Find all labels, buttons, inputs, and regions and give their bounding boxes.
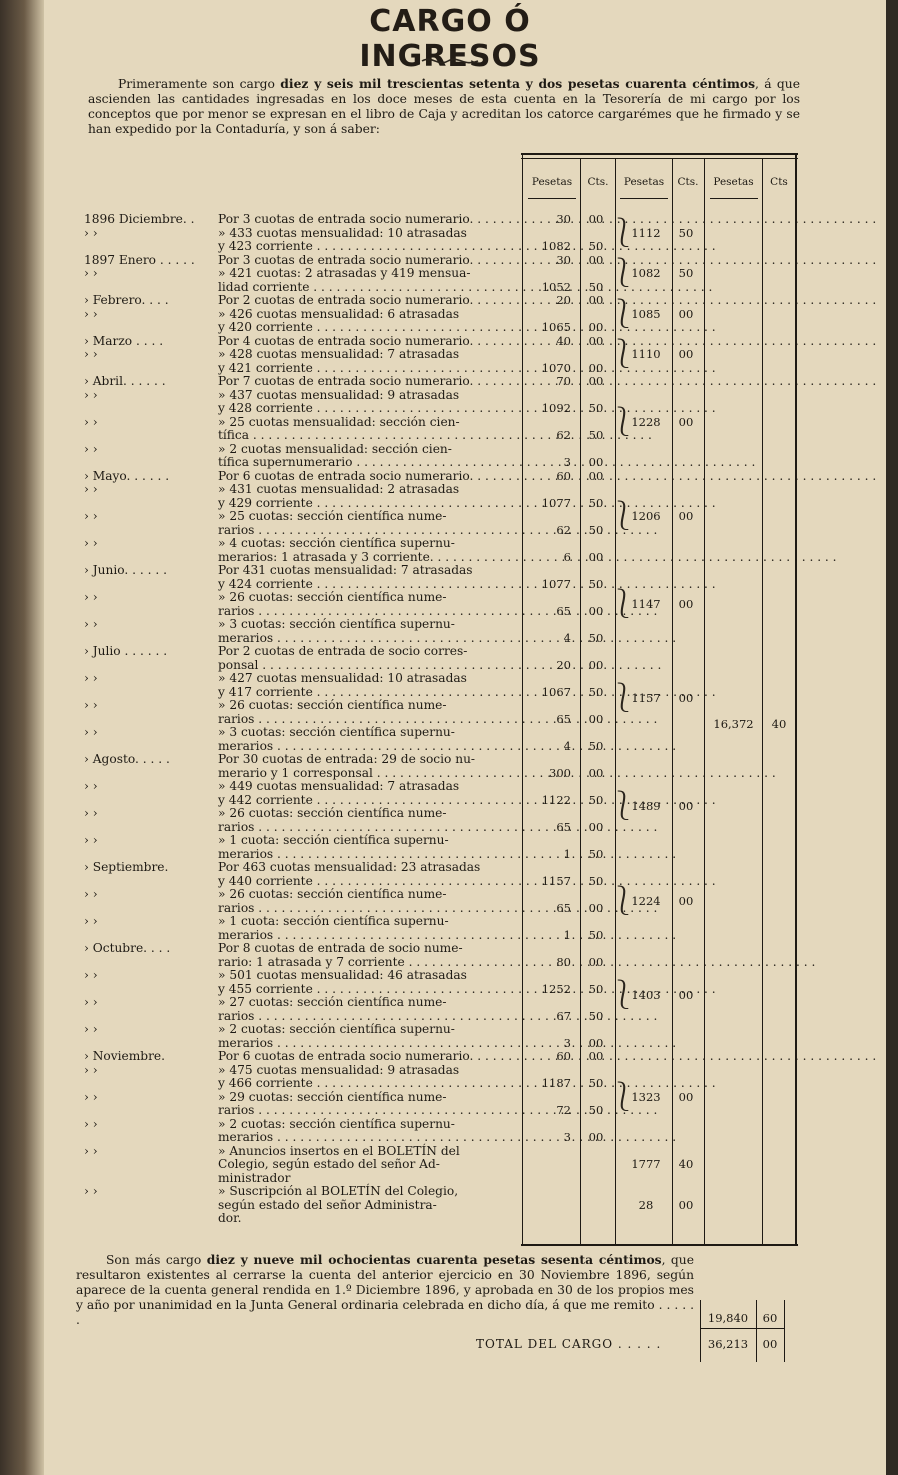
row-cts: 50 (588, 239, 604, 253)
row-cts: 50 (588, 496, 604, 510)
row-description: » 26 cuotas: sección científica nume- (218, 887, 447, 901)
row-pesetas: 1187 (541, 1076, 571, 1090)
footer-rule-left (700, 1300, 701, 1362)
row-date: › › (84, 1063, 98, 1077)
grand-cts: 40 (771, 717, 787, 731)
row-description: » 3 cuotas: sección científica supernu- (218, 617, 455, 631)
row-description: » Anuncios insertos en el BOLETÍN del (218, 1144, 460, 1158)
total-pesetas: 36,213 (707, 1337, 749, 1351)
row-cts: 50 (588, 280, 604, 294)
row-cts: 50 (588, 793, 604, 807)
row-pesetas: 1092 (541, 401, 571, 415)
table-bottom-rule (521, 1244, 798, 1246)
row-cts: 50 (588, 847, 604, 861)
month-total-cts: 40 (678, 1157, 694, 1171)
row-pesetas: 300 (549, 766, 571, 780)
row-description: Por 2 cuotas de entrada socio numerario. . . . (218, 294, 524, 307)
total-label: TOTAL DEL CARGO . . . (476, 1337, 661, 1351)
row-description: » 3 cuotas: sección científica supernu- (218, 725, 455, 739)
row-description: » 427 cuotas mensualidad: 10 atrasadas (218, 671, 467, 685)
row-pesetas: 1077 (541, 577, 571, 591)
row-description: » 437 cuotas mensualidad: 9 atrasadas (218, 388, 460, 402)
group-brace: ⎱ (609, 978, 638, 1011)
row-description: Por 431 cuotas mensualidad: 7 atrasadas (218, 563, 473, 577)
month-total-pesetas: 1110 (631, 347, 661, 361)
row-description: merario y 1 corresponsal . . . (218, 767, 524, 780)
month-total-cts: 00 (678, 799, 694, 813)
book-gutter (0, 0, 44, 1475)
row-date: › › (84, 388, 98, 402)
row-cts: 00 (588, 1049, 604, 1063)
row-pesetas: 3 (563, 455, 571, 469)
row-cts: 50 (588, 928, 604, 942)
row-description: » 1 cuota: sección científica supernu- (218, 833, 449, 847)
row-description: » 27 cuotas: sección científica nume- (218, 995, 447, 1009)
group-brace: ⎱ (609, 499, 638, 532)
row-description: Por 6 cuotas de entrada socio numerario. . . . (218, 1050, 524, 1063)
footer-pesetas: 19,840 (707, 1311, 749, 1325)
row-description: Por 30 cuotas de entrada: 29 de socio nu- (218, 752, 476, 766)
row-pesetas: 60 (556, 1049, 571, 1063)
header-underline-2 (620, 198, 668, 199)
row-pesetas: 3 (563, 1130, 571, 1144)
row-date: › › (84, 725, 98, 739)
row-cts: 00 (588, 320, 604, 334)
row-date: › Mayo. . . . . . (84, 469, 170, 483)
row-description: y 417 corriente . . . (218, 686, 524, 699)
col-rule-5 (762, 158, 763, 1245)
row-description: rarios . . . (218, 1010, 524, 1023)
row-description: rarios . . . (218, 605, 524, 618)
row-date: › › (84, 536, 98, 550)
row-description: dor. (218, 1211, 242, 1225)
row-description: merarios . . . (218, 740, 524, 753)
row-description: » Suscripción al BOLETÍN del Colegio, (218, 1184, 459, 1198)
row-date: › › (84, 347, 98, 361)
row-cts: 50 (588, 428, 604, 442)
row-description: lidad corriente . . . (218, 281, 524, 294)
row-description: » 25 cuotas mensualidad: sección cien- (218, 415, 460, 429)
row-description: Por 6 cuotas de entrada socio numerario. . . . (218, 470, 524, 483)
row-date: › › (84, 806, 98, 820)
row-pesetas: 62 (556, 523, 571, 537)
row-cts: 00 (588, 820, 604, 834)
month-total-pesetas: 1323 (631, 1090, 661, 1104)
row-date: › › (84, 968, 98, 982)
month-total-cts: 00 (678, 597, 694, 611)
row-pesetas: 1 (563, 847, 571, 861)
row-cts: 00 (588, 604, 604, 618)
row-description: rarios . . . (218, 902, 524, 915)
row-pesetas: 1052 (541, 280, 571, 294)
footer-text: , que resultaron existentes al cerrarse la cuenta del anterior ejercicio en 30 Noviembre 1896, según aparece de la cuenta general rendida en 1.º Diciembre 1896, y aprobada en 30 de los propios mes y año por unanimidad en la Junta General ordinaria celebrada en dicho día, á que me remito (76, 1253, 695, 1312)
row-cts: 00 (588, 361, 604, 375)
row-date: › Octubre. . . . (84, 941, 171, 955)
row-description: Por 3 cuotas de entrada socio numerario. . . . (218, 213, 524, 226)
row-description: Por 8 cuotas de entrada de socio nume- (218, 941, 463, 955)
row-cts: 50 (588, 401, 604, 415)
group-brace: ⎱ (609, 789, 638, 822)
row-pesetas: 65 (556, 901, 571, 915)
row-date: › › (84, 887, 98, 901)
row-description: rarios . . . (218, 821, 524, 834)
row-date: 1897 Enero . . . . . (84, 253, 195, 267)
row-pesetas: 1082 (541, 239, 571, 253)
month-total-cts: 50 (678, 226, 694, 240)
row-pesetas: 62 (556, 428, 571, 442)
row-pesetas: 30 (556, 253, 571, 267)
row-description: y 455 corriente . . . (218, 983, 524, 996)
month-total-pesetas: 1147 (631, 597, 661, 611)
row-description: » 433 cuotas mensualidad: 10 atrasadas (218, 226, 467, 240)
grand-pesetas: 16,372 (713, 717, 754, 731)
row-description: tífica supernumerario . . . (218, 456, 524, 469)
row-pesetas: 70 (556, 374, 571, 388)
row-description: » 426 cuotas mensualidad: 6 atrasadas (218, 307, 460, 321)
header-underline-1 (528, 198, 576, 199)
row-date: › › (84, 1117, 98, 1131)
row-date: › Abril. . . . . . (84, 374, 166, 388)
intro-amount-words: diez y seis mil trescientas setenta y dos pesetas cuarenta céntimos (280, 76, 756, 91)
month-total-cts: 00 (678, 347, 694, 361)
row-description: rarios . . . (218, 713, 524, 726)
row-cts: 00 (588, 293, 604, 307)
row-pesetas: 20 (556, 293, 571, 307)
row-pesetas: 30 (556, 212, 571, 226)
group-brace: ⎱ (609, 216, 638, 249)
row-description: según estado del señor Administra- (218, 1198, 437, 1212)
page-title: CARGO Ó INGRESOS (359, 4, 541, 74)
row-pesetas: 4 (563, 631, 571, 645)
footer-cts: 60 (762, 1311, 778, 1325)
row-cts: 00 (588, 901, 604, 915)
group-brace: ⎱ (609, 256, 638, 289)
footer-sum-rule (700, 1328, 784, 1329)
row-description: » 421 cuotas: 2 atrasadas y 419 mensua- (218, 266, 471, 280)
month-total-cts: 00 (678, 1198, 694, 1212)
month-total-cts: 50 (678, 266, 694, 280)
row-description: » 428 cuotas mensualidad: 7 atrasadas (218, 347, 460, 361)
footer-amount-words: diez y nueve mil ochocientas cuarenta pesetas sesenta céntimos (206, 1252, 662, 1267)
row-cts: 00 (588, 766, 604, 780)
month-total-pesetas: 1777 (631, 1157, 661, 1171)
row-date: › › (84, 266, 98, 280)
row-description: merarios . . . (218, 632, 524, 645)
row-date: › › (84, 442, 98, 456)
header-cts-3: Cts (770, 176, 788, 188)
row-cts: 50 (588, 631, 604, 645)
month-total-pesetas: 1228 (631, 415, 661, 429)
row-date: › › (84, 226, 98, 240)
row-date: 1896 Diciembre. . (84, 212, 195, 226)
month-total-cts: 00 (678, 894, 694, 908)
month-total-pesetas: 1489 (631, 799, 661, 813)
month-total-pesetas: 1157 (631, 691, 661, 705)
row-cts: 00 (588, 334, 604, 348)
row-date: › › (84, 617, 98, 631)
month-total-cts: 00 (678, 509, 694, 523)
row-date: › › (84, 482, 98, 496)
group-brace: ⎱ (609, 681, 638, 714)
row-pesetas: 6 (563, 550, 571, 564)
row-description: Por 2 cuotas de entrada de socio corres- (218, 644, 468, 658)
group-brace: ⎱ (609, 1080, 638, 1113)
row-cts: 50 (588, 1076, 604, 1090)
month-total-pesetas: 1403 (631, 988, 661, 1002)
row-date: › › (84, 590, 98, 604)
row-date: › › (84, 1022, 98, 1036)
row-description: » 501 cuotas mensualidad: 46 atrasadas (218, 968, 467, 982)
row-description: Por 4 cuotas de entrada socio numerario. . . . (218, 335, 524, 348)
row-pesetas: 20 (556, 658, 571, 672)
row-cts: 50 (588, 577, 604, 591)
row-date: › › (84, 1184, 98, 1198)
row-cts: 00 (588, 253, 604, 267)
row-description: » 449 cuotas mensualidad: 7 atrasadas (218, 779, 460, 793)
row-date: › Agosto. . . . . (84, 752, 170, 766)
row-description: y 420 corriente . . . (218, 321, 524, 334)
row-date: › › (84, 1144, 98, 1158)
row-date: › Septiembre. (84, 860, 169, 874)
row-description: » 2 cuotas mensualidad: sección cien- (218, 442, 452, 456)
row-description: ponsal . . . (218, 659, 524, 672)
table-right-rule (795, 155, 797, 1245)
row-cts: 00 (588, 374, 604, 388)
row-description: » 25 cuotas: sección científica nume- (218, 509, 447, 523)
row-date: › › (84, 995, 98, 1009)
row-description: Por 3 cuotas de entrada socio numerario. . . . (218, 254, 524, 267)
row-description: » 2 cuotas: sección científica supernu- (218, 1022, 455, 1036)
row-description: merarios . . . (218, 1037, 524, 1050)
row-cts: 00 (588, 1036, 604, 1050)
row-description: » 4 cuotas: sección científica supernu- (218, 536, 455, 550)
row-cts: 50 (588, 523, 604, 537)
row-cts: 00 (588, 1130, 604, 1144)
month-total-pesetas: 1224 (631, 894, 661, 908)
row-description: y 429 corriente . . . (218, 497, 524, 510)
row-date: › Julio . . . . . . (84, 644, 168, 658)
row-cts: 00 (588, 455, 604, 469)
row-description: rarios . . . (218, 524, 524, 537)
row-date: › Noviembre. (84, 1049, 166, 1063)
row-cts: 50 (588, 982, 604, 996)
row-description: tífica . . . (218, 429, 524, 442)
row-description: Colegio, según estado del señor Ad- (218, 1157, 440, 1171)
header-cts-1: Cts. (587, 176, 609, 188)
row-description: Por 463 cuotas mensualidad: 23 atrasadas (218, 860, 481, 874)
row-description: » 26 cuotas: sección científica nume- (218, 698, 447, 712)
month-total-pesetas: 1206 (631, 509, 661, 523)
row-description: y 466 corriente . . . (218, 1077, 524, 1090)
group-brace: ⎱ (609, 297, 638, 330)
row-date: › › (84, 307, 98, 321)
footer-rule-right (784, 1300, 785, 1362)
month-total-cts: 00 (678, 307, 694, 321)
month-total-pesetas: 1085 (631, 307, 661, 321)
footer-lead: Son más cargo (106, 1253, 202, 1267)
row-date: › › (84, 833, 98, 847)
row-cts: 50 (588, 739, 604, 753)
row-pesetas: 65 (556, 712, 571, 726)
header-pesetas-3: Pesetas (713, 176, 754, 188)
row-description: » 2 cuotas: sección científica supernu- (218, 1117, 455, 1131)
row-date: › Febrero. . . . (84, 293, 169, 307)
row-pesetas: 1070 (541, 361, 571, 375)
row-description: » 26 cuotas: sección científica nume- (218, 590, 447, 604)
header-pesetas-2: Pesetas (623, 176, 665, 188)
row-description: y 421 corriente . . . (218, 362, 524, 375)
row-description: merarios . . . (218, 929, 524, 942)
row-pesetas: 1157 (541, 874, 571, 888)
table-top-rule-2 (521, 158, 798, 159)
intro-text: , á que ascienden las cantidades ingresadas en los doce meses de esta cuenta en la Tesorería de mi cargo por los conceptos que por menor se expresan en el libro de Caja y acreditan los catorce cargarémes que he firmado y se han expedido por la Contaduría, y son á saber: (88, 77, 800, 136)
row-cts: 00 (588, 955, 604, 969)
row-description: y 424 corriente . . . (218, 578, 524, 591)
row-pesetas: 72 (556, 1103, 571, 1117)
row-pesetas: 67 (556, 1009, 571, 1023)
intro-paragraph (88, 76, 800, 137)
row-description: y 440 corriente . . . (218, 875, 524, 888)
row-cts: 00 (588, 212, 604, 226)
row-description: y 442 corriente . . . (218, 794, 524, 807)
row-cts: 50 (588, 1009, 604, 1023)
header-underline-3 (710, 198, 758, 199)
row-pesetas: 80 (556, 955, 571, 969)
row-date: › Marzo . . . . (84, 334, 164, 348)
row-description: merarios: 1 atrasada y 3 corriente. . . . (218, 551, 524, 564)
month-total-pesetas: 28 (638, 1198, 654, 1212)
row-pesetas: 40 (556, 334, 571, 348)
row-date: › › (84, 415, 98, 429)
row-description: » 475 cuotas mensualidad: 9 atrasadas (218, 1063, 460, 1077)
row-cts: 50 (588, 685, 604, 699)
row-description: » 26 cuotas: sección científica nume- (218, 806, 447, 820)
total-cts: 00 (762, 1337, 778, 1351)
header-pesetas-1: Pesetas (531, 176, 573, 188)
month-total-pesetas: 1112 (631, 226, 661, 240)
month-total-cts: 00 (678, 988, 694, 1002)
row-description: » 1 cuota: sección científica supernu- (218, 914, 449, 928)
row-cts: 00 (588, 550, 604, 564)
row-date: › Junio. . . . . . (84, 563, 167, 577)
row-description: Por 7 cuotas de entrada socio numerario. . . . (218, 375, 524, 388)
row-cts: 50 (588, 874, 604, 888)
row-pesetas: 60 (556, 469, 571, 483)
row-pesetas: 3 (563, 1036, 571, 1050)
row-date: › › (84, 779, 98, 793)
footer-rule-mid (756, 1300, 757, 1362)
row-description: » 431 cuotas mensualidad: 2 atrasadas (218, 482, 460, 496)
footer-paragraph: Son más cargo diez y nueve mil ochocientas cuarenta pesetas sesenta céntimos, que resultaron existentes al cerrarse la cuenta del anterior ejercicio en 30 Noviembre 1896, según aparece de la cuenta general rendida en 1.º Diciembre 1896, y aprobada en 30 de los propios mes y año por unanimidad en la Junta General ordinaria celebrada en dicho día, á que me remito . . . . . . (76, 1252, 695, 1327)
row-pesetas: 1122 (541, 793, 571, 807)
month-total-cts: 00 (678, 691, 694, 705)
group-brace: ⎱ (609, 587, 638, 620)
row-date: › › (84, 1090, 98, 1104)
row-description: merarios . . . (218, 848, 524, 861)
row-pesetas: 1065 (541, 320, 571, 334)
row-pesetas: 4 (563, 739, 571, 753)
row-pesetas: 65 (556, 604, 571, 618)
row-pesetas: 1077 (541, 496, 571, 510)
ornament-flourish (420, 55, 480, 67)
header-cts-2: Cts. (677, 176, 699, 188)
row-description: y 428 corriente . . . (218, 402, 524, 415)
row-description: ministrador (218, 1171, 291, 1185)
row-description: » 29 cuotas: sección científica nume- (218, 1090, 447, 1104)
group-brace: ⎱ (609, 337, 638, 370)
month-total-pesetas: 1082 (631, 266, 661, 280)
row-description: rarios . . . (218, 1104, 524, 1117)
row-pesetas: 1252 (541, 982, 571, 996)
row-description: merarios . . . (218, 1131, 524, 1144)
group-brace: ⎱ (609, 884, 638, 917)
row-description: y 423 corriente . . . (218, 240, 524, 253)
row-date: › › (84, 698, 98, 712)
row-cts: 50 (588, 1103, 604, 1117)
row-date: › › (84, 914, 98, 928)
month-total-cts: 00 (678, 415, 694, 429)
table-top-rule (521, 153, 798, 155)
intro-lead: Primeramente son cargo (118, 77, 275, 91)
row-pesetas: 1067 (541, 685, 571, 699)
row-pesetas: 65 (556, 820, 571, 834)
row-date: › › (84, 509, 98, 523)
group-brace: ⎱ (609, 405, 638, 438)
row-pesetas: 1 (563, 928, 571, 942)
month-total-cts: 00 (678, 1090, 694, 1104)
row-cts: 00 (588, 469, 604, 483)
row-cts: 00 (588, 712, 604, 726)
row-date: › › (84, 671, 98, 685)
row-description: rario: 1 atrasada y 7 corriente . . . . (218, 956, 524, 969)
row-cts: 00 (588, 658, 604, 672)
